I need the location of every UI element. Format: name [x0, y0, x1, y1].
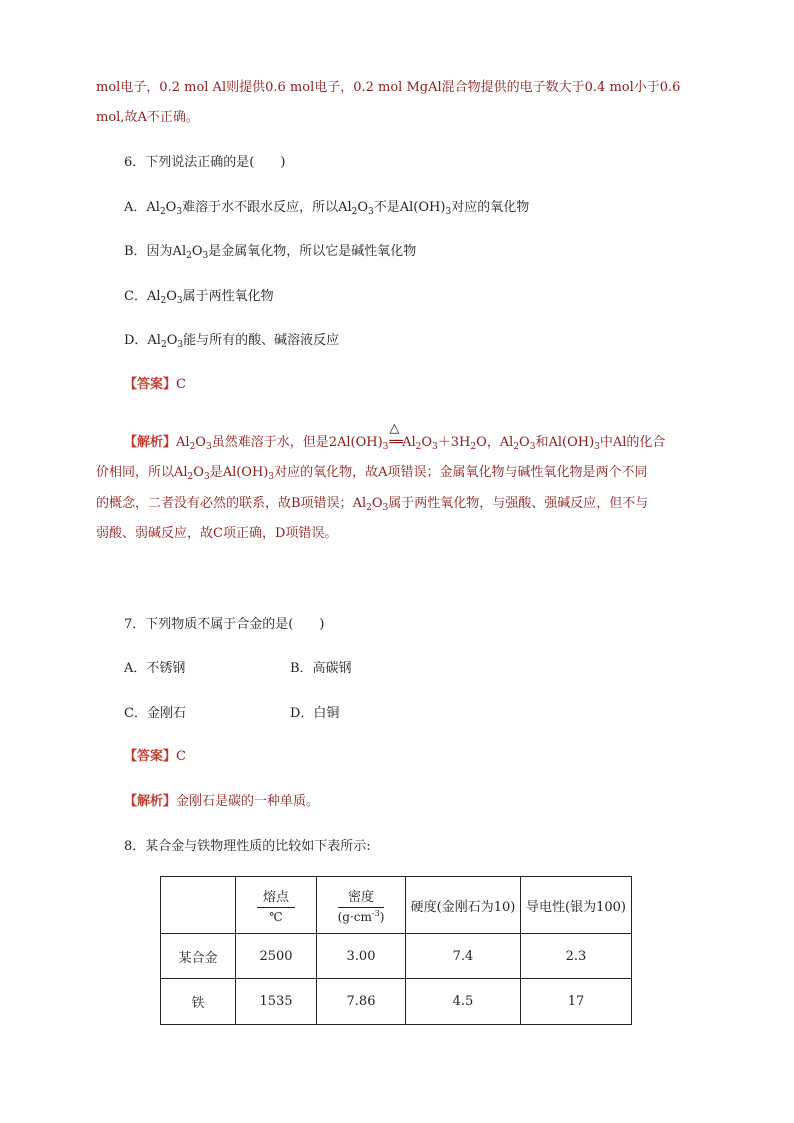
q6-option-d: D．$Al_2O_3$能与所有的酸、碱溶液反应: [124, 333, 340, 350]
q7-option-d: D．白铜: [290, 706, 340, 721]
header-hardness: 硬度(金刚石为10): [406, 877, 521, 934]
melting-point-value: 2500: [236, 934, 317, 979]
conductivity-value: 2.3: [521, 934, 632, 979]
q6-analysis-line-1: 【解析】$Al_2O_3$虽然难溶于水，但是$2Al(OH)_3$ △ $══Al_2O_3+3H_2O$，$Al_2O_3$和$Al(OH)_3$中Al的化合: [124, 421, 666, 452]
q6-analysis-line-2: 价相同，所以$Al_2O_3$是$Al(OH)_3$对应的氧化物，故A项错误；金属氧化物与碱性氧化物是两个不同: [96, 465, 648, 482]
table-row: [161, 934, 632, 979]
prev-analysis-line-1: mol电子，0.2 mol Al则提供0.6 mol电子，0.2 mol MgAl混合物提供的电子数大于0.4 mol小于0.6: [96, 80, 681, 95]
q8-stem: 8．某合金与铁物理性质的比较如下表所示:: [124, 839, 371, 854]
table-header-row: [161, 877, 632, 934]
analysis-tag: 【解析】: [124, 794, 177, 809]
q6-analysis-line-4: 弱酸、弱碱反应，故C项正确，D项错误。: [96, 526, 338, 541]
header-conductivity: 导电性(银为100): [521, 877, 632, 934]
header-blank-cell: [161, 877, 236, 934]
row-name: 铁: [161, 979, 236, 1025]
q7-analysis: 【解析】金刚石是碳的一种单质。: [124, 794, 320, 809]
q6-stem: 6．下列说法正确的是( ): [124, 155, 286, 170]
q6-answer: [124, 375, 186, 395]
q6-option-c: C．$Al_2O_3$属于两性氧化物: [124, 289, 274, 306]
heating-equals-sign: △ ══: [389, 421, 402, 450]
analysis-tag: 【解析】: [124, 435, 177, 450]
table-row: [161, 979, 632, 1025]
heat-triangle-icon: △: [389, 421, 400, 436]
q7-stem: 7．下列物质不属于合金的是( ): [124, 617, 325, 632]
property-comparison-table: [160, 876, 632, 1025]
q7-answer: [124, 747, 186, 767]
density-value: 3.00: [317, 934, 406, 979]
q7-option-b: B．高碳钢: [290, 661, 352, 676]
answer-value: C: [176, 377, 186, 392]
q7-option-c: C．金刚石: [124, 706, 186, 721]
answer-value: C: [176, 749, 186, 764]
q6-option-a: A．$Al_2O_3$难溶于水不跟水反应，所以$Al_2O_3$不是$Al(OH)_3$对应的氧化物: [124, 200, 530, 217]
hardness-value: 4.5: [406, 979, 521, 1025]
q6-analysis-line-3: 的概念，二者没有必然的联系，故B项错误；$Al_2O_3$属于两性氧化物，与强酸、强碱反应，但不与: [96, 496, 649, 513]
header-density: $\frac{\text{密度}}{(g\cdot cm^{-3})}$: [317, 877, 406, 934]
hardness-value: 7.4: [406, 934, 521, 979]
conductivity-value: 17: [521, 979, 632, 1025]
header-melting-point: $\frac{\text{熔点}}{℃}$: [236, 877, 317, 934]
density-value: 7.86: [317, 979, 406, 1025]
answer-tag: 【答案】: [124, 749, 177, 764]
prev-analysis-line-2: mol,故A不正确。: [96, 110, 199, 125]
melting-point-value: 1535: [236, 979, 317, 1025]
answer-tag: 【答案】: [124, 377, 177, 392]
row-name: 某合金: [161, 934, 236, 979]
q6-option-b: B．因为$Al_2O_3$是金属氧化物，所以它是碱性氧化物: [124, 244, 417, 261]
q7-option-a: A．不锈钢: [124, 661, 186, 676]
